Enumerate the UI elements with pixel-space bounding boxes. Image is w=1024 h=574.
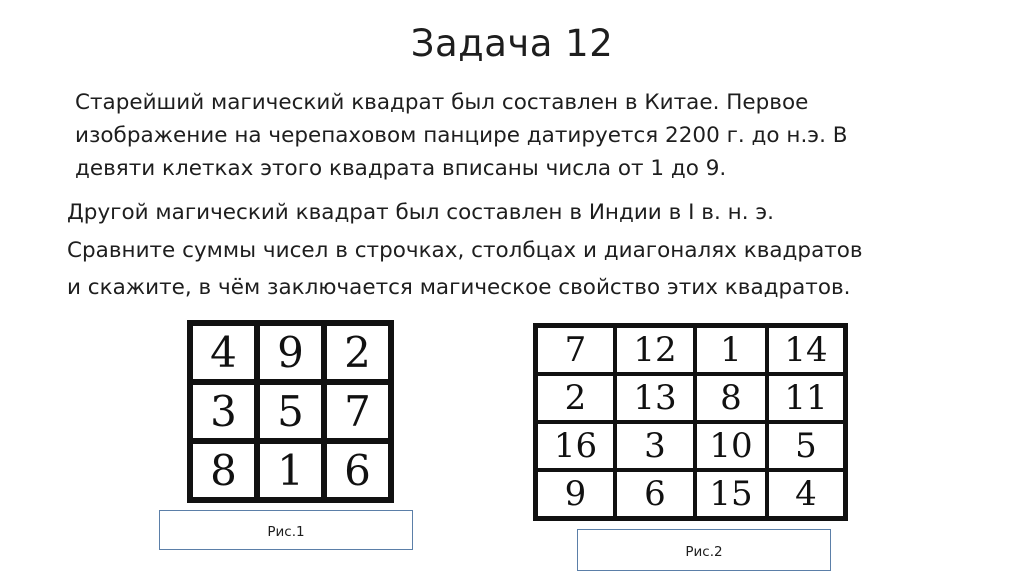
grid-cell: 11 — [767, 374, 845, 422]
grid-cell: 16 — [536, 422, 615, 470]
grid-cell: 12 — [615, 326, 695, 374]
grid-cell: 9 — [257, 323, 324, 382]
grid-cell: 5 — [257, 382, 324, 441]
figure-1-caption: Рис.1 — [159, 510, 413, 550]
paragraph-china — [75, 86, 915, 185]
grid-cell: 5 — [767, 422, 845, 470]
grid-cell: 7 — [536, 326, 615, 374]
grid-cell: 1 — [257, 441, 324, 500]
grid-cell: 3 — [615, 422, 695, 470]
grid-cell: 1 — [695, 326, 767, 374]
grid-cell: 2 — [536, 374, 615, 422]
grid-cell: 8 — [190, 441, 257, 500]
paragraph-line: изображение на черепаховом панцире датируется 2200 г. до н.э. В — [75, 123, 848, 148]
paragraph-line: Сравните суммы чисел в строчках, столбцах и диагоналях квадратов — [67, 237, 863, 263]
grid-cell: 6 — [615, 470, 695, 518]
magic-square-4x4 — [533, 323, 848, 521]
figure-2-caption: Рис.2 — [577, 529, 831, 571]
grid-cell: 8 — [695, 374, 767, 422]
paragraph-line: Старейший магический квадрат был составлен в Китае. Первое — [75, 90, 809, 115]
paragraph-line: и скажите, в чём заключается магическое свойство этих квадратов. — [67, 275, 851, 300]
grid-cell: 2 — [324, 323, 391, 382]
grid-cell: 3 — [190, 382, 257, 441]
grid-cell: 4 — [190, 323, 257, 382]
grid-row — [536, 326, 845, 374]
grid-cell: 14 — [767, 326, 845, 374]
grid-row — [536, 470, 845, 518]
grid-row — [190, 441, 391, 500]
grid-row — [190, 323, 391, 382]
magic-square-3x3 — [187, 320, 394, 503]
paragraph-india — [67, 194, 967, 307]
grid-cell: 10 — [695, 422, 767, 470]
grid-cell: 15 — [695, 470, 767, 518]
grid-row — [190, 382, 391, 441]
grid-cell: 4 — [767, 470, 845, 518]
grid-cell: 13 — [615, 374, 695, 422]
paragraph-line: Другой магический квадрат был составлен в Индии в I в. н. э. — [67, 200, 774, 225]
paragraph-line: девяти клетках этого квадрата вписаны числа от 1 до 9. — [75, 156, 727, 181]
grid-row — [536, 422, 845, 470]
grid-cell: 9 — [536, 470, 615, 518]
slide-title: Задача 12 — [410, 22, 614, 65]
grid-row — [536, 374, 845, 422]
grid-cell: 6 — [324, 441, 391, 500]
grid-cell: 7 — [324, 382, 391, 441]
